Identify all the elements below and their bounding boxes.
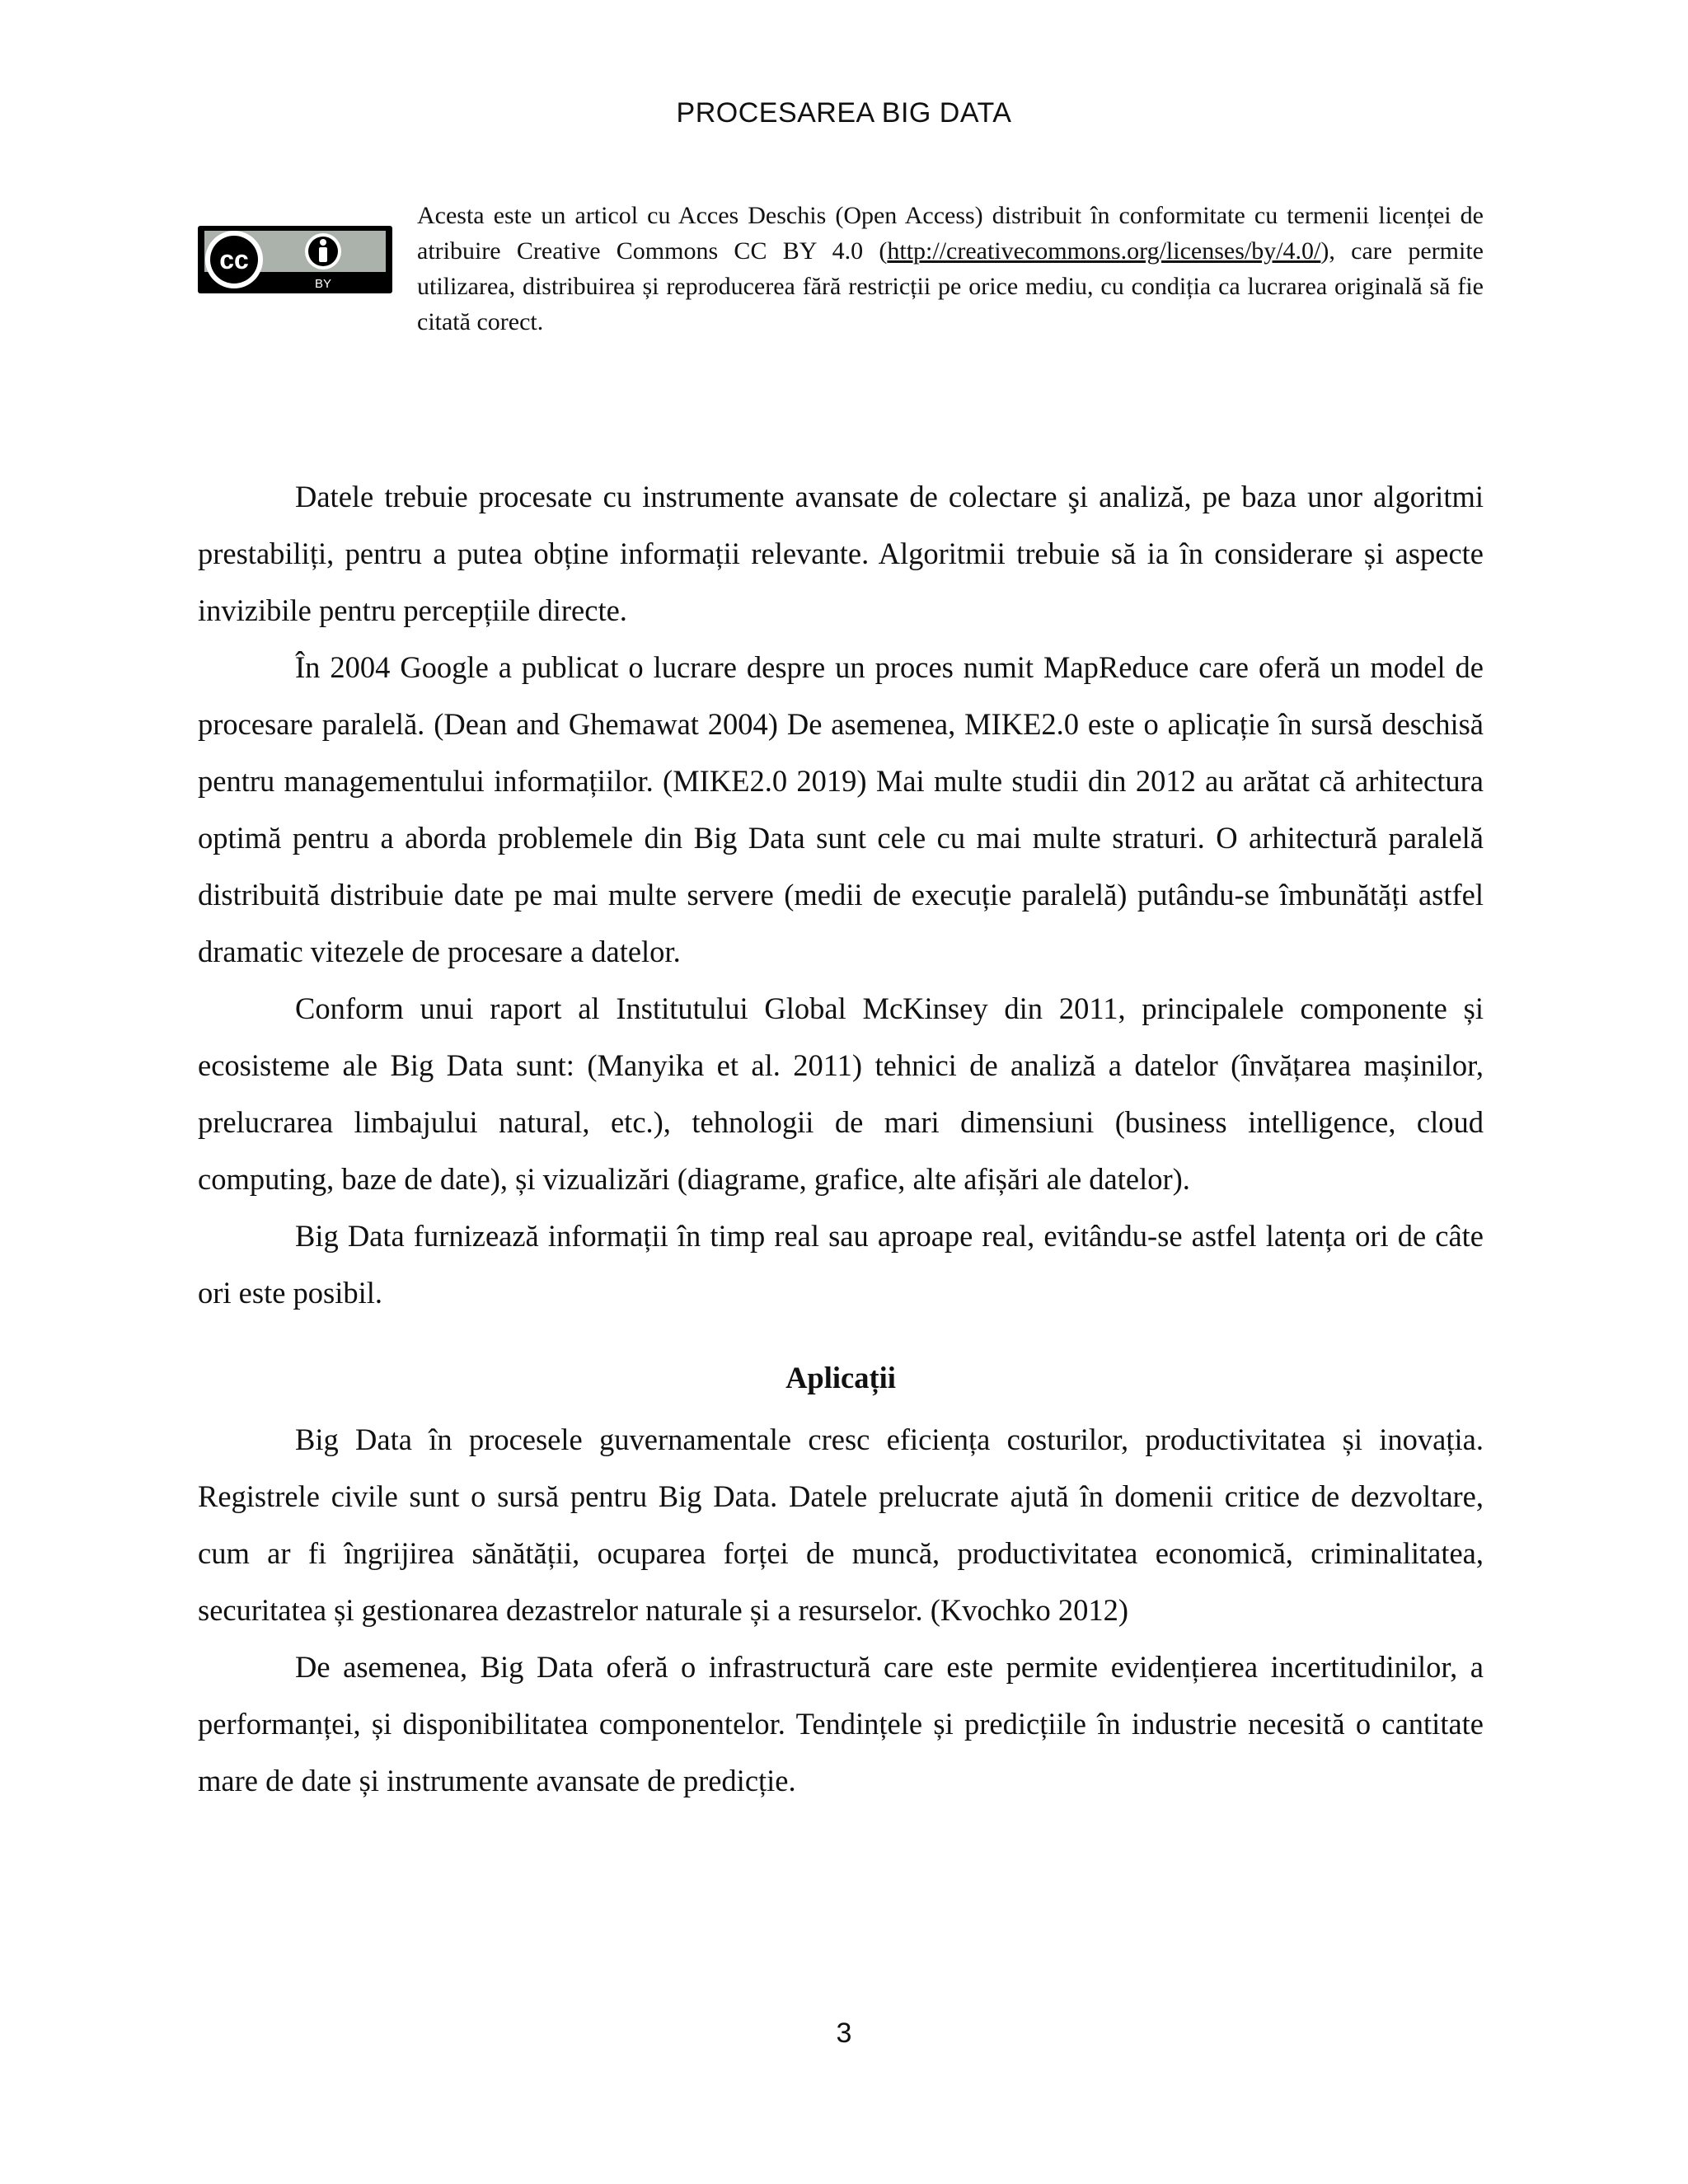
paragraph: Conform unui raport al Institutului Global McKinsey din 2011, principalele componente și ecosisteme ale Big Data sunt: (Manyika et al. 2011) tehnici de analiză a datelor (învățarea mașinilor, prelucrarea limbajului natural, etc.), tehnologii de mari dimensiuni (business intelligence, cloud computing, baze de date), și vizualizări (diagrame, grafice, alte afișări ale datelor).	[198, 991, 1484, 1196]
by-label: BY	[314, 277, 332, 291]
paragraph: În 2004 Google a publicat o lucrare despre un proces numit MapReduce care oferă un model de procesare paralelă. (Dean and Ghemawat 2004) De asemenea, MIKE2.0 este o aplicație în sursă deschisă pentru managementului informațiilor. (MIKE2.0 2019) Mai multe studii din 2012 au arătat că arhitectura optimă pentru a aborda problemele din Big Data sunt cele cu mai multe straturi. O arhitectură paralelă distribuită distribuie date pe mai multe servere (medii de execuție paralelă) putându-se îmbunătăți astfel dramatic vitezele de procesare a datelor.	[198, 650, 1484, 968]
license-text-after: ), care permite utilizarea, distribuirea și reproducerea fără restricții pe orice mediu, cu condiția ca lucrarea originală să fie citată corect.	[417, 237, 1484, 335]
by-person-body	[319, 247, 327, 262]
cc-icon-text: cc	[219, 245, 249, 274]
cc-by-badge[interactable]	[198, 226, 392, 293]
license-link[interactable]: http://creativecommons.org/licenses/by/4.0/	[887, 237, 1321, 265]
section-title: Aplicații	[785, 1361, 896, 1394]
paragraph: De asemenea, Big Data oferă o infrastructură care este permite evidențierea incertitudinilor, a performanței, și disponibilitatea componentelor. Tendințele și predicțiile în industrie necesită o cantitate mare de date și instrumente avansate de predicție.	[198, 1650, 1484, 1797]
paragraph: Big Data în procesele guvernamentale cresc eficiența costurilor, productivitatea și inovația. Registrele civile sunt o sursă pentru Big Data. Datele prelucrate ajută în domenii critice de dezvoltare, cum ar fi îngrijirea sănătății, ocuparea forței de muncă, productivitatea economică, criminalitatea, securitatea și gestionarea dezastrelor naturale și a resurselor. (Kvochko 2012)	[198, 1422, 1484, 1627]
article-body	[198, 468, 1484, 1809]
page-number: 3	[836, 2018, 852, 2049]
paragraph: Datele trebuie procesate cu instrumente avansate de colectare şi analiză, pe baza unor algoritmi prestabiliți, pentru a putea obține informații relevante. Algoritmii trebuie să ia în considerare și aspecte invizibile pentru percepțiile directe.	[198, 480, 1484, 627]
paragraph: Big Data furnizează informații în timp real sau aproape real, evitându-se astfel latența ori de câte ori este posibil.	[198, 1219, 1484, 1310]
license-text	[417, 198, 1484, 340]
running-header: PROCESAREA BIG DATA	[676, 97, 1012, 129]
license-notice	[198, 198, 1484, 338]
by-person-head	[320, 239, 326, 246]
license-text-before: Acesta este un articol cu Acces Deschis (Open Access) distribuit în conformitate cu termenii licenței de atribuire Creative Commons CC BY 4.0 (	[417, 202, 1484, 265]
